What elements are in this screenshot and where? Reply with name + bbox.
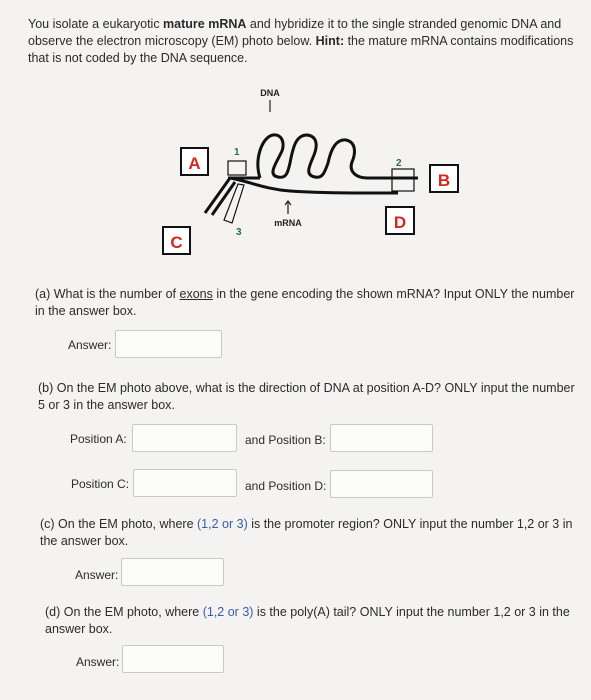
exons-word: exons xyxy=(179,287,213,301)
question-d-options: (1,2 or 3) xyxy=(202,605,254,619)
box-b xyxy=(430,165,458,192)
em-diagram xyxy=(150,85,480,265)
mrna-strand xyxy=(230,178,365,193)
question-d-text: (d) On the EM photo, where xyxy=(45,605,203,619)
intron-loops xyxy=(258,135,368,178)
answer-c-label: Answer: xyxy=(75,568,119,582)
intro-text: You isolate a eukaryotic xyxy=(28,17,164,31)
answer-d-label: Answer: xyxy=(76,655,120,669)
box-b-letter: B xyxy=(437,171,451,190)
position-b-label: and Position B: xyxy=(245,433,326,447)
position-c-input[interactable] xyxy=(133,469,237,497)
answer-d-input[interactable] xyxy=(122,645,224,673)
question-c-options: (1,2 or 3) xyxy=(197,517,248,531)
question-c-text: (c) On the EM photo, where xyxy=(40,517,198,531)
intro-hint-label: Hint: xyxy=(315,34,345,48)
box-c-letter: C xyxy=(170,233,183,252)
answer-a-label: Answer: xyxy=(68,338,112,352)
intro-mature-mrna: mature mRNA xyxy=(163,17,247,31)
box-a-letter: A xyxy=(188,154,201,173)
intro-hint-text: the mature mRNA contains modifications that is not coded by the DNA sequence. xyxy=(28,34,574,65)
question-d xyxy=(45,604,590,638)
question-a-text-end: in the gene encoding the shown mRNA? Input ONLY the number in the answer box. xyxy=(35,287,575,318)
answer-c-input[interactable] xyxy=(121,558,224,586)
position-d-input[interactable] xyxy=(330,470,433,498)
box-a xyxy=(181,148,208,175)
region-3-number: 3 xyxy=(236,227,242,238)
region-2-number: 2 xyxy=(396,158,402,169)
position-a-input[interactable] xyxy=(132,424,237,452)
region-1-box xyxy=(228,161,246,175)
position-b-input[interactable] xyxy=(330,424,433,452)
region-3-box xyxy=(224,184,244,223)
position-d-label: and Position D: xyxy=(245,479,327,493)
position-c-label: Position C: xyxy=(71,477,130,491)
question-b: (b) On the EM photo above, what is the direction of DNA at position A-D? ONLY input the number 5 or 3 in the answer box. xyxy=(38,381,575,412)
question-c xyxy=(40,516,585,550)
box-c xyxy=(163,227,190,254)
question-a-text: (a) What is the number of xyxy=(35,287,180,301)
dna-label: DNA xyxy=(260,88,280,98)
box-d xyxy=(386,207,414,234)
question-d-text-end: is the poly(A) tail? ONLY input the number 1,2 or 3 in the answer box. xyxy=(45,605,570,636)
question-a xyxy=(35,286,580,320)
question-c-text-end: is the promoter region? ONLY input the number 1,2 or 3 in the answer box. xyxy=(40,517,573,548)
intro-paragraph xyxy=(28,16,583,67)
region-1-number: 1 xyxy=(234,147,240,158)
region-2-box xyxy=(392,169,414,191)
position-a-label: Position A: xyxy=(70,432,127,446)
box-d-letter: D xyxy=(393,213,407,232)
answer-a-input[interactable] xyxy=(115,330,222,358)
mrna-label: mRNA xyxy=(274,218,302,228)
intro-text: and hybridize it to the single stranded genomic DNA and observe the electron microscopy (EM) photo below. xyxy=(28,17,562,48)
